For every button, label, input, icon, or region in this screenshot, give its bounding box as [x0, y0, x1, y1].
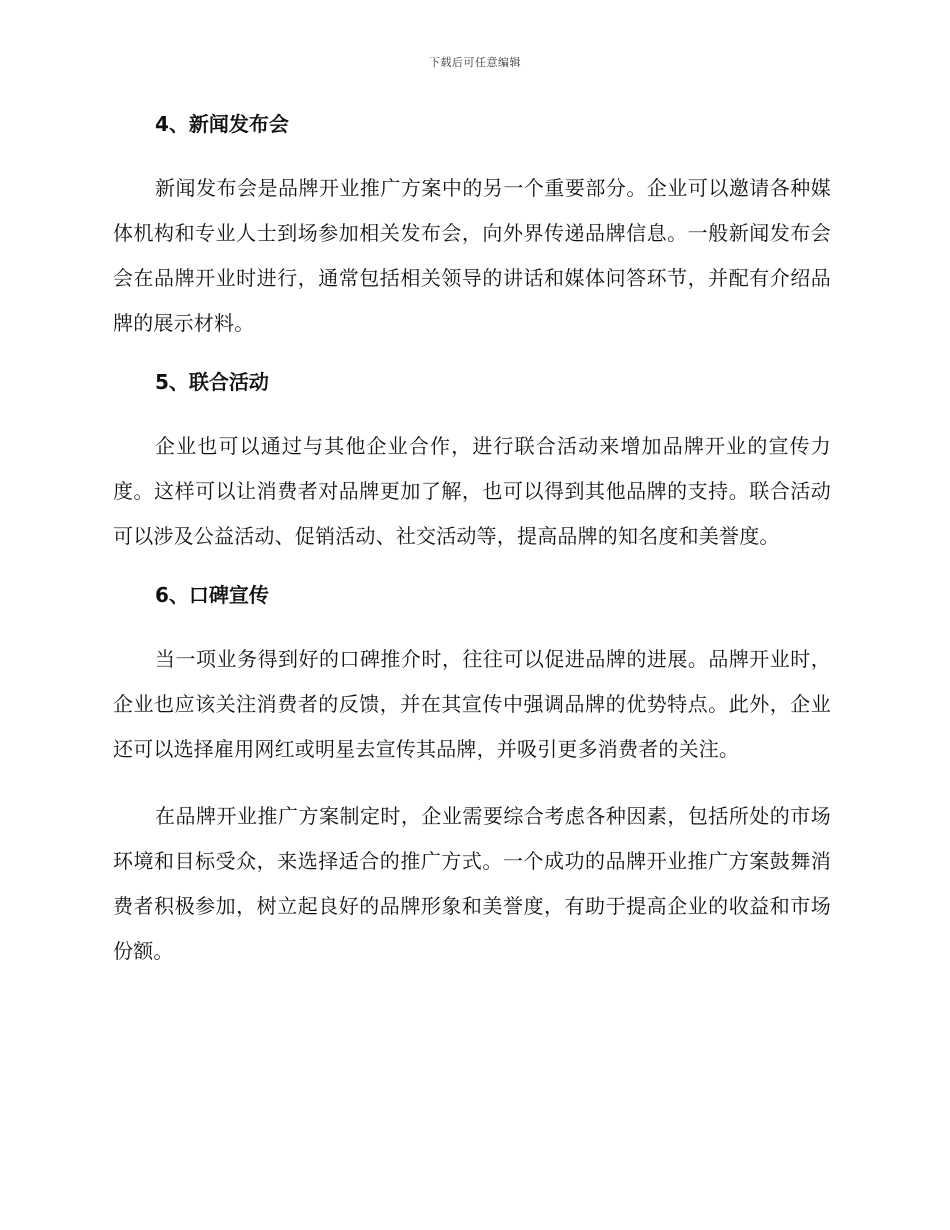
- paragraph-word-of-mouth: 当一项业务得到好的口碑推介时，往往可以促进品牌的进展。品牌开业时，企业也应该关注消费者的反馈，并在其宣传中强调品牌的优势特点。此外，企业还可以选择雇用网红或明星去宣传其品牌，并吸引更多消费者的关注。: [113, 647, 831, 761]
- paragraph-joint-activities: 企业也可以通过与其他企业合作，进行联合活动来增加品牌开业的宣传力度。这样可以让消费者对品牌更加了解，也可以得到其他品牌的支持。联合活动可以涉及公益活动、促销活动、社交活动等，提高品牌的知名度和美誉度。: [113, 434, 831, 548]
- page-header: 下载后可任意编辑: [429, 56, 521, 69]
- document-body: [113, 108, 831, 994]
- section-heading-press-conference: 4、新闻发布会: [155, 112, 289, 136]
- section-heading-joint-activities: 5、联合活动: [155, 370, 269, 394]
- paragraph-conclusion: 在品牌开业推广方案制定时，企业需要综合考虑各种因素，包括所处的市场环境和目标受众，来选择适合的推广方式。一个成功的品牌开业推广方案鼓舞消费者积极参加，树立起良好的品牌形象和美誉度，有助于提高企业的收益和市场份额。: [113, 804, 831, 963]
- paragraph-press-conference: 新闻发布会是品牌开业推广方案中的另一个重要部分。企业可以邀请各种媒体机构和专业人士到场参加相关发布会，向外界传递品牌信息。一般新闻发布会会在品牌开业时进行，通常包括相关领导的讲话和媒体问答环节，并配有介绍品牌的展示材料。: [113, 176, 831, 335]
- section-heading-word-of-mouth: 6、口碑宣传: [155, 583, 269, 607]
